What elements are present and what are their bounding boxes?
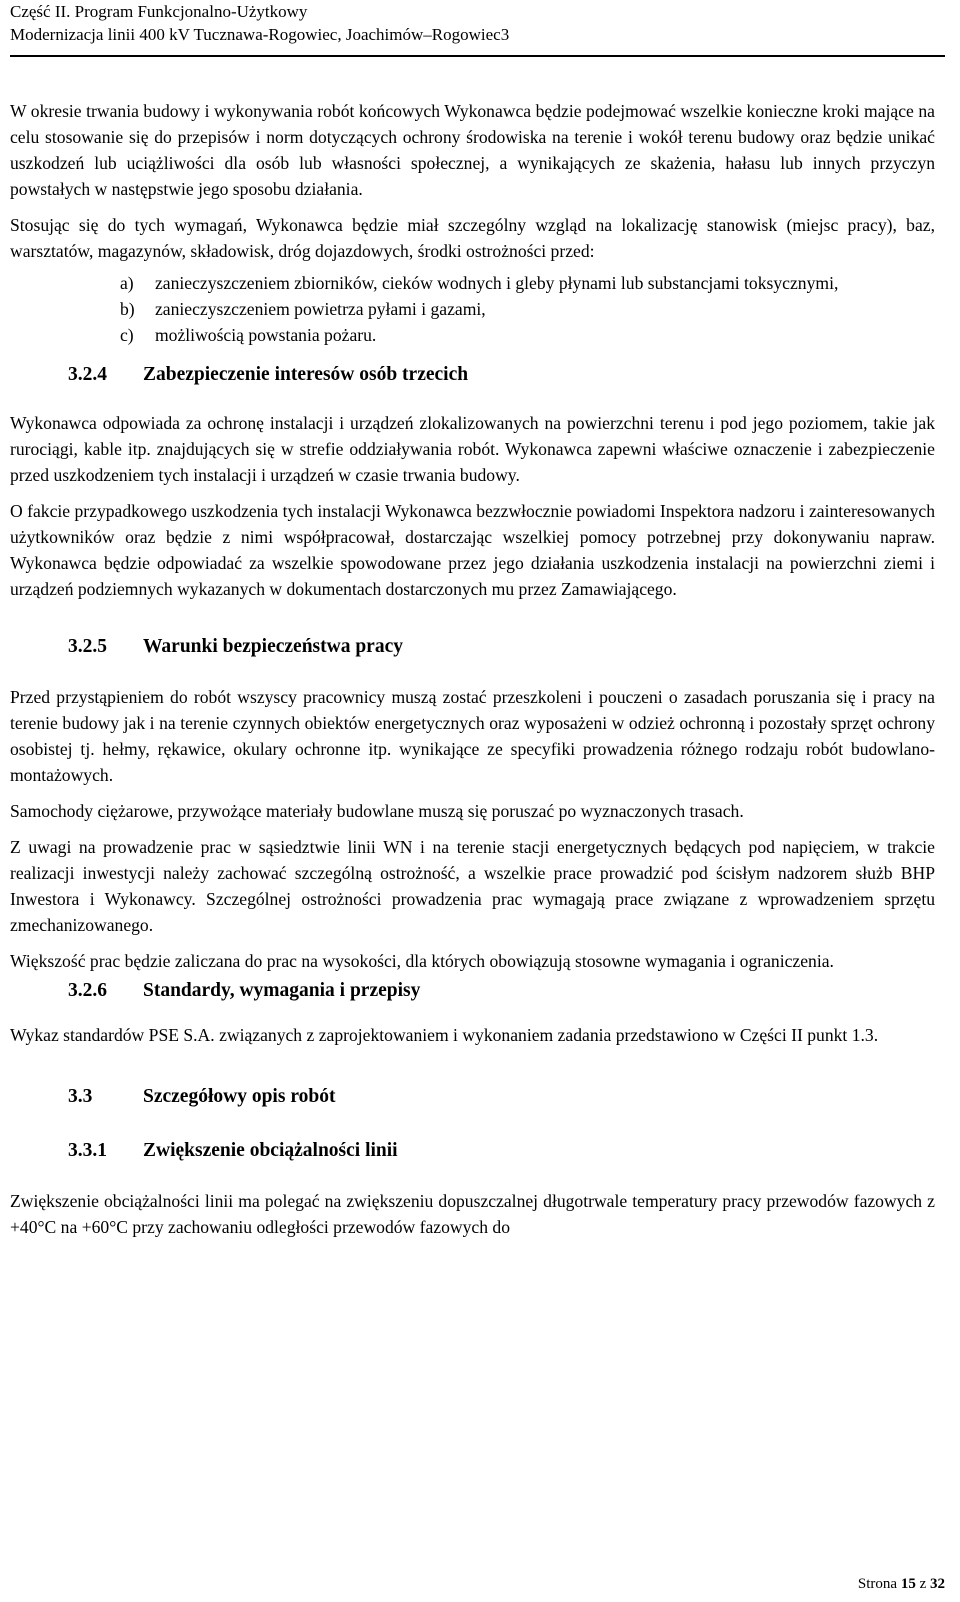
list-item [10,270,935,296]
paragraph: Samochody ciężarowe, przywożące materiały budowlane muszą się poruszać po wyznaczonych trasach. [10,801,744,821]
paragraph: W okresie trwania budowy i wykonywania robót końcowych Wykonawca będzie podejmować wszelkie konieczne kroki mające na celu stosowanie się do przepisów i norm dotyczących ochrony środowiska na terenie i wokół terenu budowy oraz będzie unikać uszkodzeń lub uciążliwości dla osób lub własności społecznej, a wynikających ze skażenia, hałasu lub innych przyczyn powstałych w następstwie jego sposobu działania. [10,101,935,199]
page-separator: z [919,1576,927,1592]
paragraph: Przed przystąpieniem do robót wszyscy pracownicy muszą zostać przeszkoleni i pouczeni o zasadach poruszania się i pracy na terenie budowy jak i na terenie czynnych obiektów energetycznych oraz wyposażeni w odzież ochronną i pozostały sprzęt ochrony osobistej tj. hełmy, rękawice, okulary ochronne itp. wynikające ze specyfiki prowadzenia różnego rodzaju robót budowlano-montażowych. [10,687,935,785]
section-number: 3.3 [68,1086,93,1107]
list-marker: b) [120,299,135,319]
list-item [10,322,935,348]
section-heading [10,362,935,388]
total-pages: 32 [930,1576,945,1592]
paragraph: Zwiększenie obciążalności linii ma polegać na zwiększeniu dopuszczalnej długotrwale temperatury pracy przewodów fazowych z +40°C na +60°C przy zachowaniu odległości przewodów fazowych do [10,1191,935,1237]
page-header [10,0,945,46]
section-title: Zwiększenie obciążalności linii [143,1140,398,1161]
paragraph: Wykaz standardów PSE S.A. związanych z zaprojektowaniem i wykonaniem zadania przedstawiono w Części II punkt 1.3. [10,1025,879,1045]
list-marker: c) [120,325,134,345]
page-number [858,1575,945,1593]
paragraph: Większość prac będzie zaliczana do prac na wysokości, dla których obowiązują stosowne wymagania i ograniczenia. [10,951,834,971]
paragraph: Wykonawca odpowiada za ochronę instalacji i urządzeń zlokalizowanych na powierzchni terenu i pod jego poziomem, takie jak rurociągi, kable itp. znajdujących się w strefie oddziaływania robót. Wykonawca zapewni właściwe oznaczenie i zabezpieczenie przed uszkodzeniem tych instalacji i urządzeń w czasie trwania budowy. [10,413,935,485]
section-title: Szczegółowy opis robót [143,1086,336,1107]
section-title: Warunki bezpieczeństwa pracy [143,636,403,657]
list-marker: a) [120,273,134,293]
section-number: 3.3.1 [68,1140,107,1161]
header-project-title: Modernizacja linii 400 kV Tucznawa-Rogowiec, Joachimów–Rogowiec3 [10,25,510,44]
section-number: 3.2.6 [68,980,107,1001]
section-heading [10,1138,935,1164]
list-item-text: zanieczyszczeniem powietrza pyłami i gazami, [155,299,486,319]
section-heading [10,1084,935,1110]
section-heading [10,634,935,660]
current-page: 15 [900,1576,916,1592]
document-body [10,98,935,1250]
section-number: 3.2.4 [68,364,107,385]
section-title: Standardy, wymagania i przepisy [143,980,421,1001]
list-item [10,296,935,322]
list-item-text: możliwością powstania pożaru. [155,325,377,345]
header-divider [10,55,945,57]
list-item-text: zanieczyszczeniem zbiorników, cieków wodnych i gleby płynami lub substancjami toksycznymi, [155,273,839,293]
paragraph: Z uwagi na prowadzenie prac w sąsiedztwie linii WN i na terenie stacji energetycznych będących pod napięciem, w trakcie realizacji inwestycji należy zachować szczególną ostrożność, a wszelkie prace prowadzić pod ścisłym nadzorem służb BHP Inwestora i Wykonawcy. Szczególnej ostrożności prowadzenia prac wymagają prace związane z wprowadzeniem sprzętu zmechanizowanego. [10,837,935,935]
page-label: Strona [857,1576,898,1592]
section-title: Zabezpieczenie interesów osób trzecich [143,364,469,385]
paragraph: Stosując się do tych wymagań, Wykonawca będzie miał szczególny wzgląd na lokalizację stanowisk (miejsc pracy), baz, warsztatów, magazynów, składowisk, dróg dojazdowych, środki ostrożności przed: [10,215,935,261]
precautions-list [10,270,935,348]
section-heading [10,978,935,1004]
header-part-title: Część II. Program Funkcjonalno-Użytkowy [10,2,308,21]
paragraph: O fakcie przypadkowego uszkodzenia tych instalacji Wykonawca bezzwłocznie powiadomi Inspektora nadzoru i zainteresowanych użytkowników oraz będzie z nimi współpracował, dostarczając wszelkiej pomocy potrzebnej przy dokonywaniu napraw. Wykonawca będzie odpowiadać za wszelkie spowodowane przez jego działania uszkodzenia instalacji na powierzchni ziemi i urządzeń podziemnych wykazanych w dokumentach dostarczonych mu przez Zamawiającego. [10,501,935,599]
section-number: 3.2.5 [68,636,107,657]
